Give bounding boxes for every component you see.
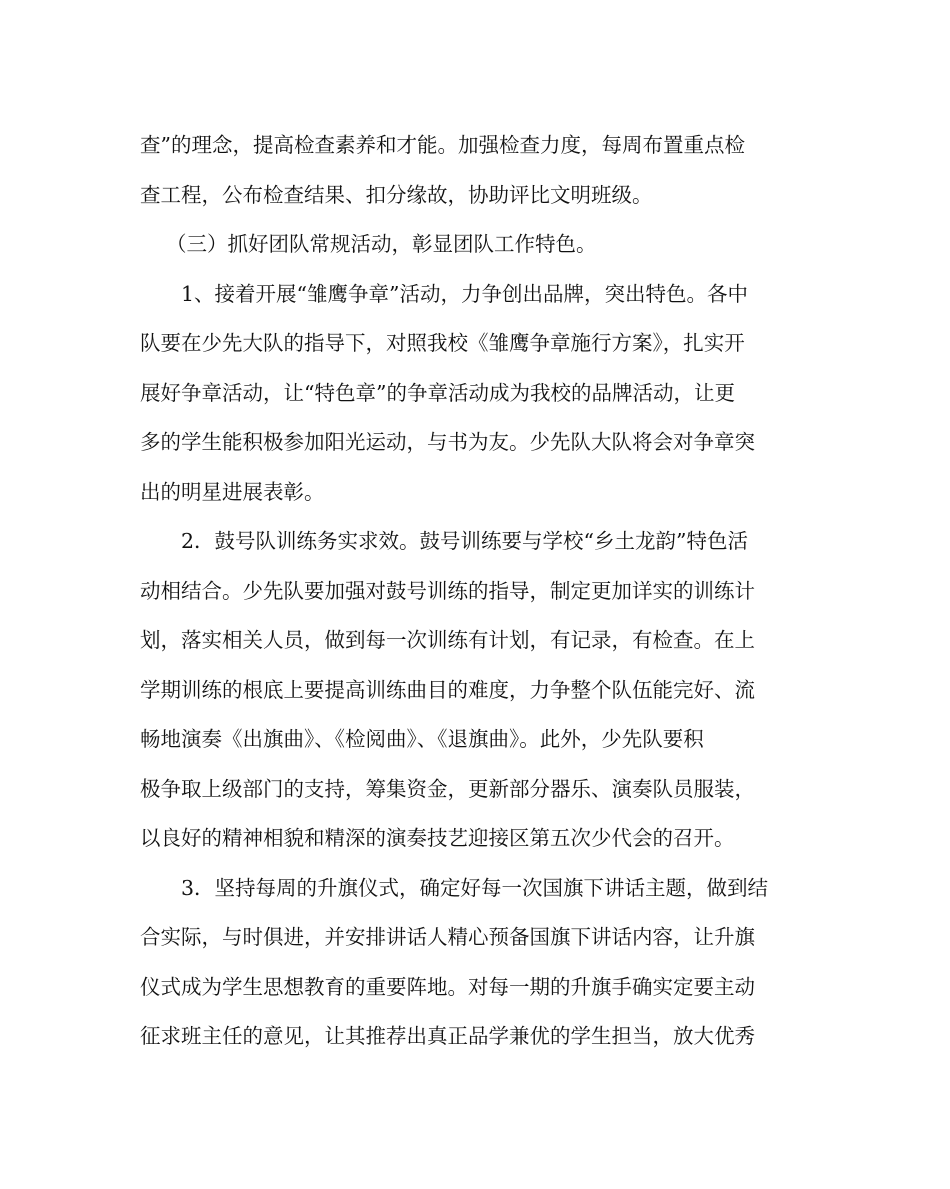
text-line: 多的学生能积极参加阳光运动，与书为友。少先队大队将会对争章突 — [140, 430, 755, 454]
text-line: 查”的理念，提高检查素养和才能。加强检查力度，每周布置重点检 — [140, 133, 745, 157]
text-line: 动相结合。少先队要加强对鼓号训练的指导，制定更加详实的训练计 — [140, 579, 755, 603]
text-line: 畅地演奏《出旗曲》、《检阅曲》、《退旗曲》。此外，少先队要积 — [140, 727, 704, 751]
text-line: 3．坚持每周的升旗仪式，确定好每一次国旗下讲话主题，做到结 — [181, 876, 769, 900]
text-line: 队要在少先大队的指导下，对照我校《雏鹰争章施行方案》，扎实开 — [140, 331, 745, 355]
text-line: 展好争章活动，让“特色章”的争章活动成为我校的品牌活动，让更 — [140, 381, 735, 405]
text-line: 1、接着开展“雏鹰争章”活动，力争创出品牌，突出特色。各中 — [181, 282, 749, 306]
text-line: 仪式成为学生思想教育的重要阵地。对每一期的升旗手确实定要主动 — [140, 975, 755, 999]
text-line: 合实际，与时俱进，并安排讲话人精心预备国旗下讲话内容，让升旗 — [140, 925, 755, 949]
text-line: 查工程，公布检查结果、扣分缘故，协助评比文明班级。 — [140, 183, 653, 207]
text-line: 学期训练的根底上要提高训练曲目的难度，力争整个队伍能完好、流 — [140, 678, 755, 702]
text-line: 以良好的精神相貌和精深的演奏技艺迎接区第五次少代会的召开。 — [140, 826, 735, 850]
text-line: 划，落实相关人员，做到每一次训练有计划，有记录，有检查。在上 — [140, 628, 755, 652]
text-line: 征求班主任的意见，让其推荐出真正品学兼优的学生担当，放大优秀 — [140, 1024, 755, 1048]
text-line: （三）抓好团队常规活动，彰显团队工作特色。 — [166, 232, 597, 256]
text-line: 极争取上级部门的支持，筹集资金，更新部分器乐、演奏队员服装， — [140, 777, 755, 801]
text-line: 出的明星进展表彰。 — [140, 480, 325, 504]
text-line: 2．鼓号队训练务实求效。鼓号训练要与学校“乡土龙韵”特色活 — [181, 529, 749, 553]
